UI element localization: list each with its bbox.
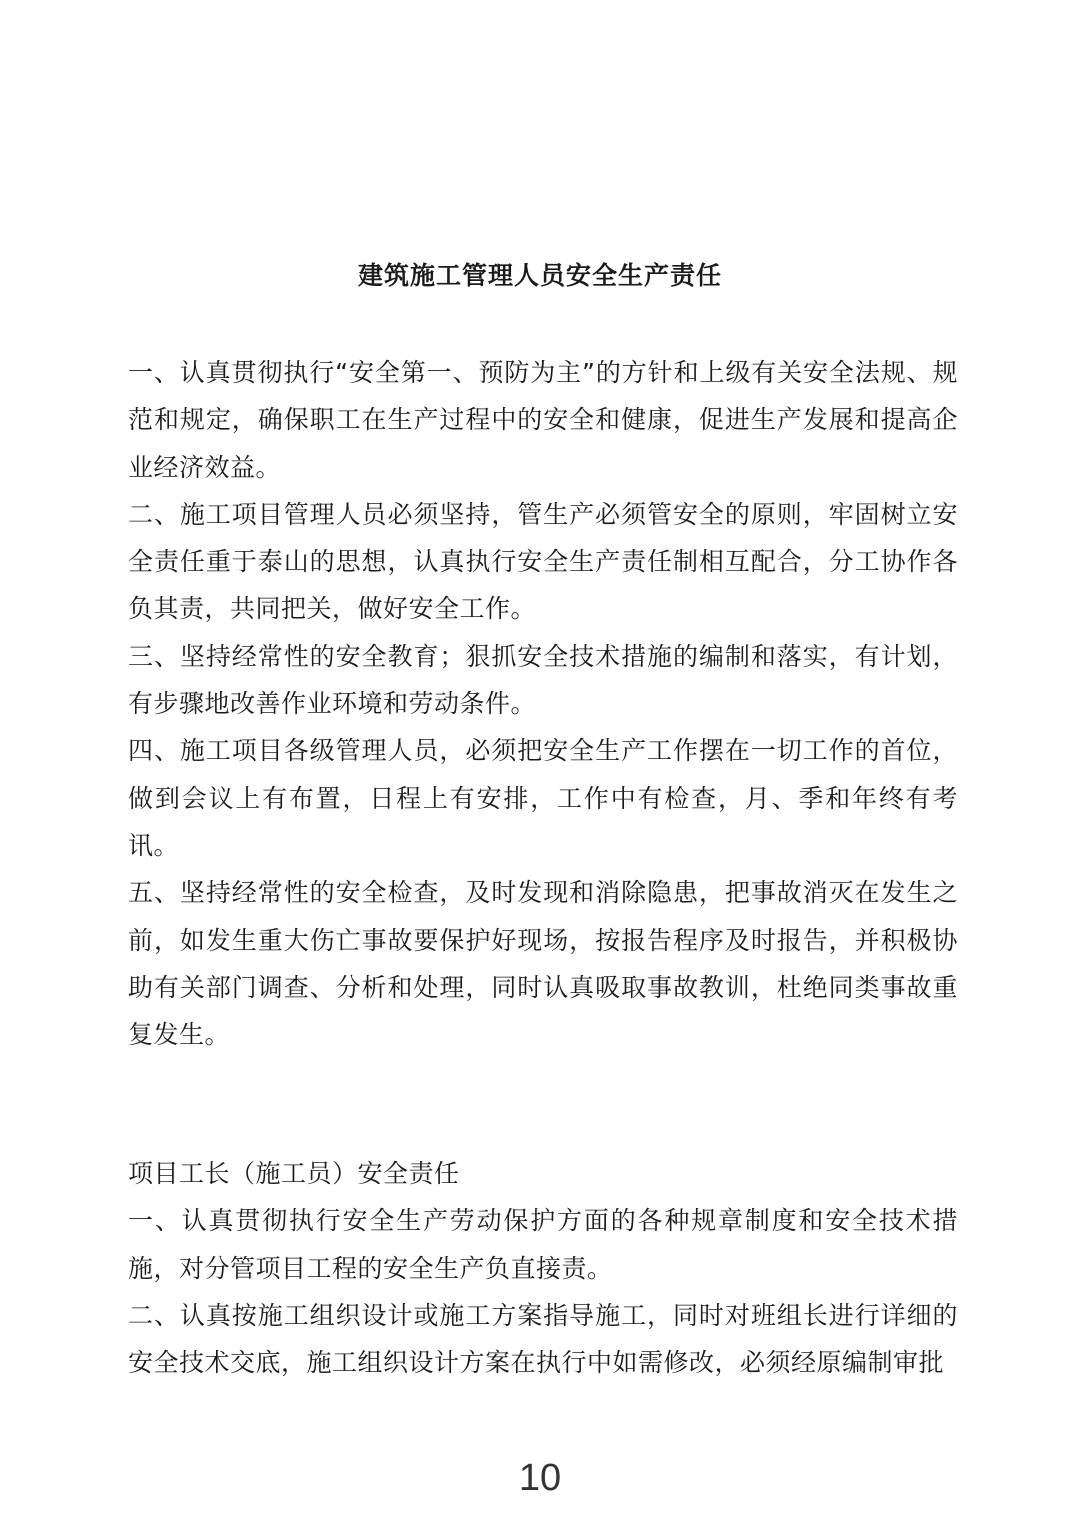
paragraph-3: 三、坚持经常性的安全教育；狠抓安全技术措施的编制和落实，有计划，有步骤地改善作业环境和劳动条件。 xyxy=(128,641,958,719)
paragraph-2: 二、施工项目管理人员必须坚持，管生产必须管安全的原则，牢固树立安全责任重于泰山的思想，认真执行安全生产责任制相互配合，分工协作各负其责，共同把关，做好安全工作。 xyxy=(128,499,958,624)
section-foreman-responsibilities xyxy=(128,1150,958,1386)
page-title: 建筑施工管理人员安全生产责任 xyxy=(357,261,722,290)
paragraph-4: 四、施工项目各级管理人员，必须把安全生产工作摆在一切工作的首位，做到会议上有布置，日程上有安排，工作中有检查，月、季和年终有考讯。 xyxy=(128,736,958,860)
paragraph-1: 一、认真贯彻执行“安全第一、预防为主”的方针和上级有关安全法规、规范和规定，确保职工在生产过程中的安全和健康，促进生产发展和提高企业经济效益。 xyxy=(128,358,958,482)
section-heading: 项目工长（施工员）安全责任 xyxy=(128,1159,460,1188)
page-number: 10 xyxy=(518,1457,562,1499)
section-responsibilities-managers xyxy=(128,349,958,1058)
paragraph-7: 二、认真按施工组织设计或施工方案指导施工，同时对班组长进行详细的安全技术交底，施工组织设计方案在执行中如需修改，必须经原编制审批 xyxy=(128,1300,958,1378)
paragraph-5: 五、坚持经常性的安全检查，及时发现和消除隐患，把事故消灭在发生之前，如发生重大伤亡事故要保护好现场，按报告程序及时报告，并积极协助有关部门调查、分析和处理，同时认真吸取事故教训，杜绝同类事故重复发生。 xyxy=(128,878,958,1050)
paragraph-6: 一、认真贯彻执行安全生产劳动保护方面的各种规章制度和安全技术措施，对分管项目工程的安全生产负直接责。 xyxy=(128,1206,958,1283)
